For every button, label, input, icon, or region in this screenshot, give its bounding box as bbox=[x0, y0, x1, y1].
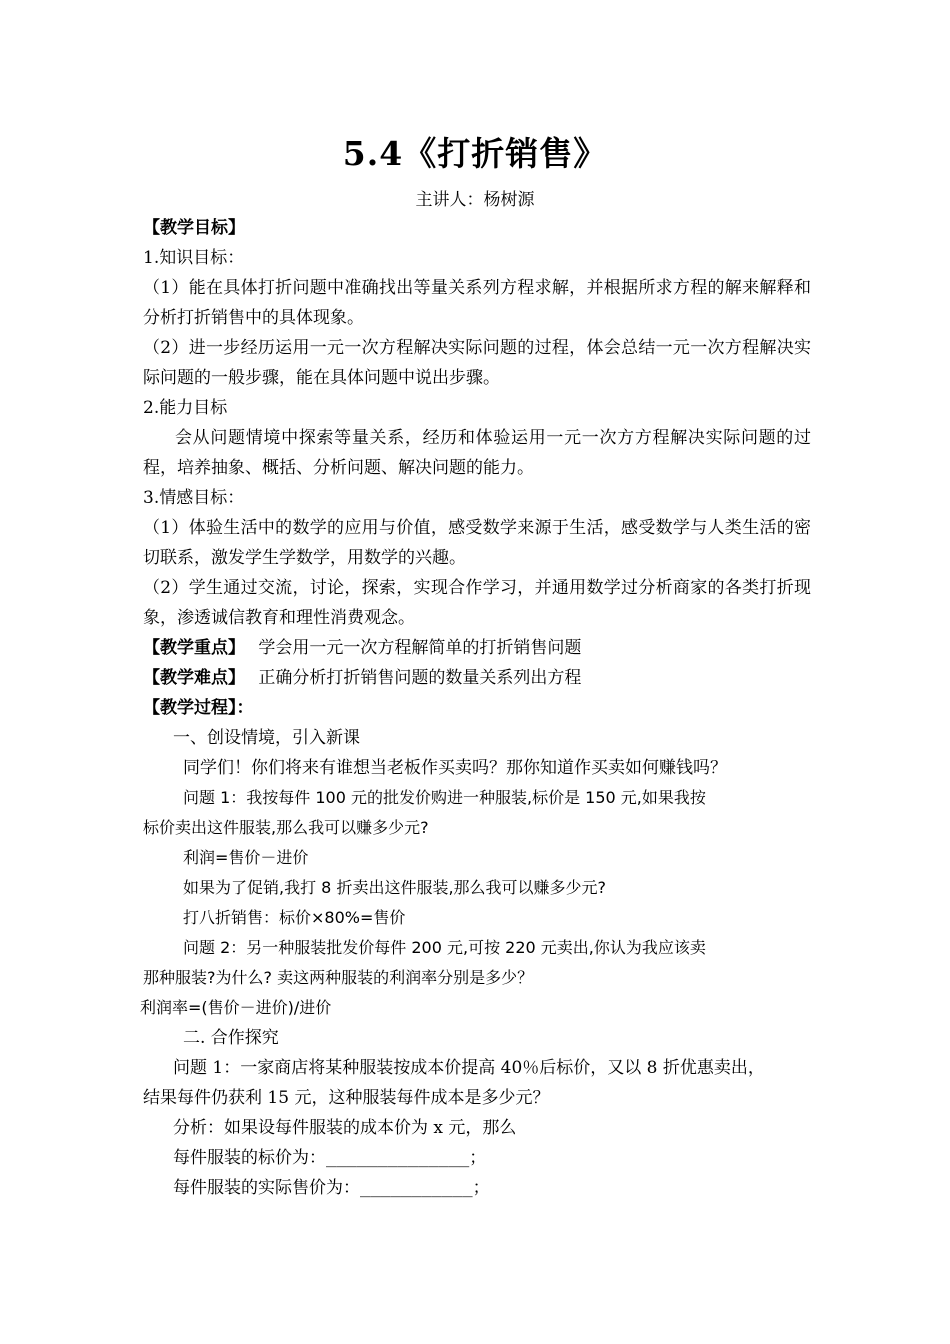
mark-price-line bbox=[143, 1143, 811, 1173]
knowledge-heading: 1.知识目标： bbox=[143, 248, 245, 268]
lesson-title: 5.4《打折销售》 bbox=[342, 134, 608, 173]
section-2-heading: 二. 合作探究 bbox=[183, 1028, 279, 1048]
actual-price-line bbox=[143, 1173, 811, 1203]
mark-price-end: ； bbox=[469, 1148, 487, 1168]
problem-1-line-1: 问题 1：一家商店将某种服装按成本价提高 40％后标价，又以 8 折优惠卖出， bbox=[173, 1058, 765, 1078]
key-point-text: 学会用一元一次方程解简单的打折销售问题 bbox=[258, 638, 582, 658]
emotion-item-2: （2）学生通过交流，讨论，探索，实现合作学习，并通用数学过分析商家的各类打折现象，渗透诚信教育和理性消费观念。 bbox=[143, 578, 811, 628]
question-1-line-1: 问题 1：我按每件 100 元的批发价购进一种服装,标价是 150 元,如果我按 bbox=[183, 788, 706, 807]
key-point-label: 【教学重点】 bbox=[143, 638, 245, 658]
discount-question: 如果为了促销,我打 8 折卖出这件服装,那么我可以赚多少元? bbox=[183, 878, 607, 897]
knowledge-item-1: （1）能在具体打折问题中准确找出等量关系列方程求解，并根据所求方程的解来解释和分析打折销售中的具体现象。 bbox=[143, 278, 811, 328]
objectives-heading: 【教学目标】 bbox=[143, 218, 245, 238]
emotion-heading: 3.情感目标： bbox=[143, 488, 245, 508]
actual-price-blank[interactable]: ___________ bbox=[360, 1178, 473, 1198]
process-row bbox=[143, 693, 811, 723]
knowledge-item-2: （2）进一步经历运用一元一次方程解决实际问题的过程，体会总结一元一次方程解决实际问题的一般步骤，能在具体问题中说出步骤。 bbox=[143, 338, 811, 388]
emotion-item-1: （1）体验生活中的数学的应用与价值，感受数学来源于生活，感受数学与人类生活的密切联系，激发学生学数学，用数学的兴趣。 bbox=[143, 518, 811, 568]
process-label-suffix: ： bbox=[236, 698, 254, 718]
difficulty-label: 【教学难点】 bbox=[143, 668, 245, 688]
analysis-line: 分析：如果设每件服装的成本价为 x 元，那么 bbox=[173, 1118, 517, 1138]
intro-question: 同学们！你们将来有谁想当老板作买卖吗？那你知道作买卖如何赚钱吗？ bbox=[183, 758, 727, 778]
problem-1-line-2: 结果每件仍获利 15 元，这种服装每件成本是多少元？ bbox=[143, 1088, 550, 1108]
speaker-line: 主讲人：杨树源 bbox=[415, 190, 535, 210]
difficulty-row bbox=[143, 663, 811, 693]
discount-formula: 打八折销售：标价×80%=售价 bbox=[183, 908, 406, 927]
question-2-line-1: 问题 2：另一种服装批发价每件 200 元,可按 220 元卖出,你认为我应该卖 bbox=[183, 938, 706, 957]
ability-heading: 2.能力目标 bbox=[143, 398, 228, 418]
question-1-line-2: 标价卖出这件服装,那么我可以赚多少元? bbox=[143, 818, 429, 837]
profit-rate-formula: 利润率=(售价－进价)/进价 bbox=[140, 998, 332, 1017]
lesson-body bbox=[140, 213, 811, 1203]
section-1-heading: 一、创设情境，引入新课 bbox=[173, 728, 360, 748]
difficulty-text: 正确分析打折销售问题的数量关系列出方程 bbox=[258, 668, 582, 688]
actual-price-end: ； bbox=[472, 1178, 490, 1198]
profit-formula: 利润=售价－进价 bbox=[183, 848, 309, 867]
process-label: 【教学过程】 bbox=[143, 698, 237, 718]
question-2-line-2: 那种服装?为什么? 卖这两种服装的利润率分别是多少？ bbox=[143, 968, 534, 987]
key-point-row bbox=[143, 633, 811, 663]
mark-price-label: 每件服装的标价为： bbox=[173, 1148, 326, 1168]
mark-price-blank[interactable]: ______________ bbox=[326, 1148, 470, 1168]
ability-text: 会从问题情境中探索等量关系，经历和体验运用一元一次方方程解决实际问题的过程，培养抽象、概括、分析问题、解决问题的能力。 bbox=[143, 428, 811, 478]
actual-price-label: 每件服装的实际售价为： bbox=[173, 1178, 360, 1198]
